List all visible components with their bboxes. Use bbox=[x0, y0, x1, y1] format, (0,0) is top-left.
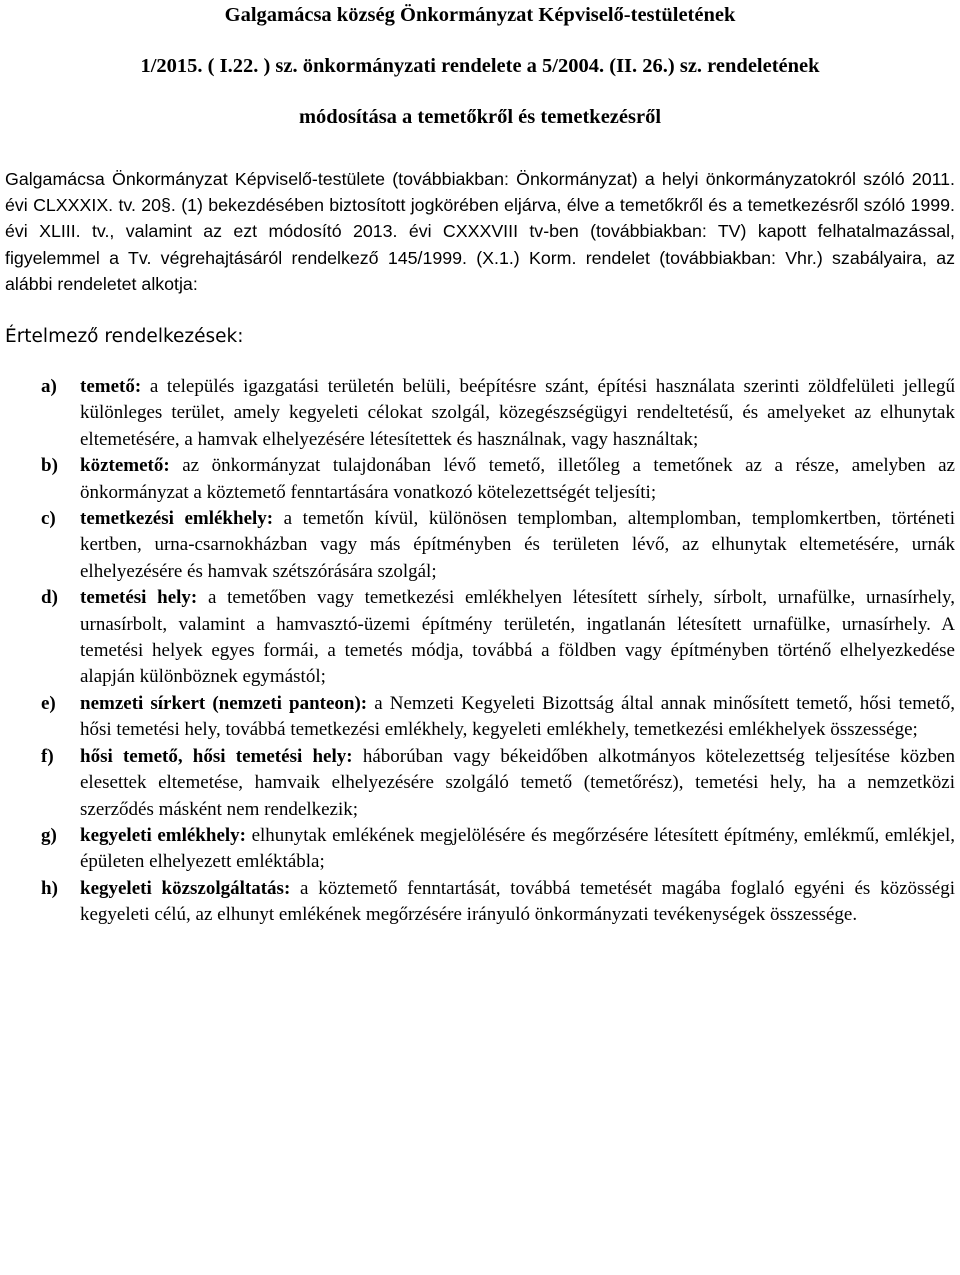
definition-item-d bbox=[5, 585, 955, 691]
definition-term: temető: bbox=[80, 376, 142, 398]
definition-marker: e) bbox=[41, 692, 56, 714]
definition-item-b bbox=[5, 453, 955, 506]
definition-text: a köztemető fenntartását, továbbá temetését magába foglaló egyéni és közösségi kegyeleti célú, az elhunyt emlékének megőrzésére irányuló önkormányzati tevékenységek összessége. bbox=[80, 877, 956, 926]
definition-marker: f) bbox=[41, 745, 54, 767]
definition-term: temetési hely: bbox=[80, 587, 198, 609]
definition-item-c bbox=[5, 506, 955, 585]
definition-text: a település igazgatási területén belüli, beépítésre szánt, építési használata szerinti zöldfelületi jellegű különleges terület, amely kegyeleti célokat szolgál, közegészségügyi rendeltetésű, és amelyeket az elhunytak eltemetésére, a hamvak elhelyezésére létesítettek és használnak, vagy használtak; bbox=[80, 376, 955, 450]
definition-text: a temetőben vagy temetkezési emlékhelyen létesített sírhely, sírbolt, urnafülke, urnasírhely, urnasírbolt, valamint a hamvasztó-üzemi építmény területén, ingatlanán létesített urnafülke, urnasírhely. A temetési helyek egyes formái, a temetés módja, továbbá a földben vagy építményben történő elhelyezkedése alapján különböznek egymástól; bbox=[80, 587, 955, 688]
definitions-list bbox=[5, 374, 955, 929]
title-line-3: módosítása a temetőkről és temetkezésről bbox=[298, 106, 662, 128]
definition-text: az önkormányzat tulajdonában lévő temető, illetőleg a temetőnek az a része, amelyben az önkormányzat a köztemető fenntartására vonatkozó kötelezettségét teljesíti; bbox=[80, 455, 955, 503]
definition-term: köztemető: bbox=[80, 455, 170, 477]
definition-term: hősi temető, hősi temetési hely: bbox=[80, 745, 353, 767]
definition-item-f bbox=[5, 744, 955, 823]
definition-text: elhunytak emlékének megjelölésére és megőrzésére létesített építmény, emlékmű, emlékjel, épületen elhelyezett emléktábla; bbox=[80, 824, 955, 873]
title-line-2: 1/2015. ( I.22. ) sz. önkormányzati rendelete a 5/2004. (II. 26.) sz. rendeletének bbox=[140, 55, 820, 77]
definition-text: háborúban vagy békeidőben alkotmányos kötelezettség teljesítése közben elesettek eltemetése, hamvaik elhelyezésére szolgáló temető (temetőrész), temetési hely, ha a nemzetközi szerződés másként nem rendelkezik; bbox=[80, 745, 956, 820]
definition-item-g bbox=[5, 823, 955, 876]
definition-term: nemzeti sírkert (nemzeti panteon): bbox=[80, 692, 368, 714]
definition-item-e bbox=[5, 691, 955, 744]
definition-marker: a) bbox=[41, 376, 57, 398]
definition-marker: c) bbox=[41, 508, 56, 530]
definition-term: kegyeleti közszolgáltatás: bbox=[80, 877, 291, 899]
definition-text: a temetőn kívül, különösen templomban, altemplomban, templomkertben, történeti kertben, urna-csarnokházban vagy más építményben és területen lévő, az elhunytak eltemetésére, urnák elhelyezésére és hamvak szétszórására szolgál; bbox=[80, 508, 955, 582]
definition-item-h bbox=[5, 876, 955, 929]
definition-term: kegyeleti emlékhely: bbox=[80, 824, 246, 846]
definition-marker: b) bbox=[41, 455, 58, 477]
preamble-paragraph: Galgamácsa Önkormányzat Képviselő-testülete (továbbiakban: Önkormányzat) a helyi önkormányzatokról szóló 2011. évi CLXXXIX. tv. 20§. (1) bekezdésében biztosított jogkörében eljárva, élve a temetőkről és a temetkezésről szóló 1999. évi XLIII. tv., valamint az ezt módosító 2013. évi CXXXVIII tv-ben (továbbiakban: TV) kapott felhatalmazással, figyelemmel a Tv. végrehajtásáról rendelkező 145/1999. (X.1.) Korm. rendelet (továbbiakban: Vhr.) szabályaira, az alábbi rendeletet alkotja: bbox=[5, 169, 955, 294]
definition-marker: d) bbox=[41, 587, 58, 609]
definition-marker: g) bbox=[41, 824, 57, 846]
title-line-1: Galgamácsa község Önkormányzat Képviselő-testületének bbox=[224, 4, 736, 26]
definition-text: a Nemzeti Kegyeleti Bizottság által annak minősített temető, hősi temető, hősi temetési hely, továbbá temetkezési emlékhely, kegyeleti emlékhely, temetkezési emlékhelyek összessége; bbox=[80, 692, 955, 741]
section-title: Értelmező rendelkezések: bbox=[5, 326, 244, 348]
definition-marker: h) bbox=[41, 877, 58, 899]
definition-term: temetkezési emlékhely: bbox=[80, 508, 274, 530]
definition-item-a bbox=[5, 374, 955, 453]
